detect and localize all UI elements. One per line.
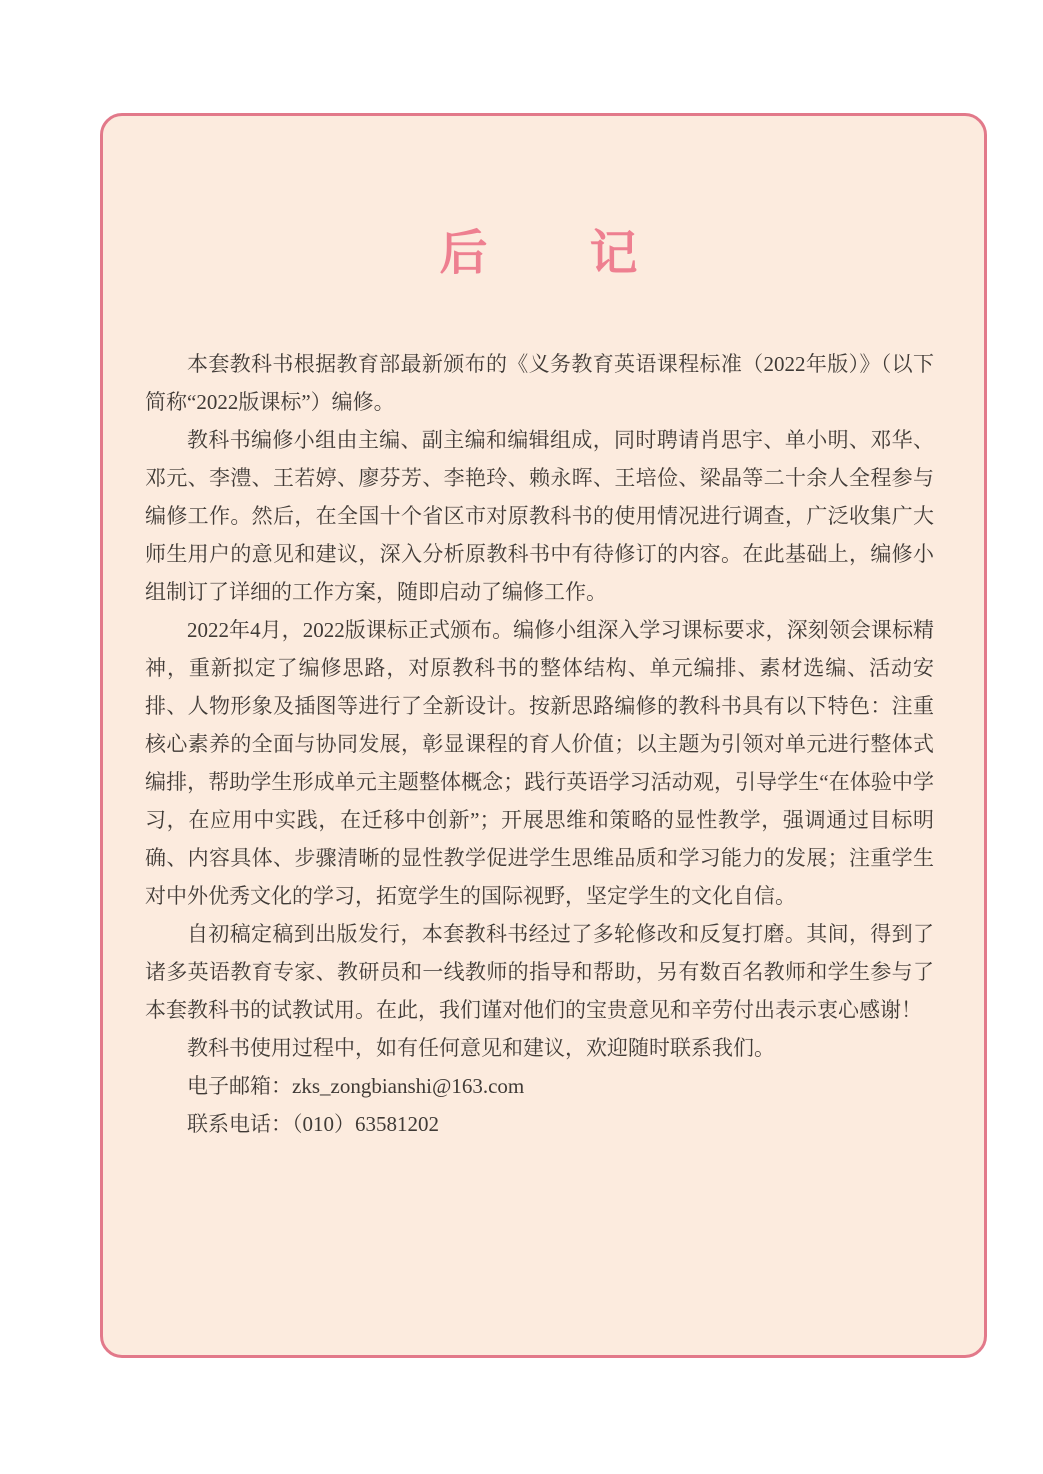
phone-label: 联系电话：: [187, 1112, 292, 1137]
document-body: [145, 345, 934, 1143]
contact-phone-line: [145, 1105, 934, 1143]
paragraph-feedback-invite: 教科书使用过程中，如有任何意见和建议，欢迎随时联系我们。: [187, 1036, 775, 1061]
email-value: zks_zongbianshi@163.com: [292, 1074, 525, 1099]
paragraph-intro: 本套教科书根据教育部最新颁布的《义务教育英语课程标准（2022年版）》（以下简称“2022版课标”）编修。: [145, 352, 934, 415]
email-label: 电子邮箱：: [187, 1074, 292, 1099]
contact-email-line: [145, 1067, 934, 1105]
paragraph-team: 教科书编修小组由主编、副主编和编辑组成，同时聘请肖思宇、单小明、邓华、邓元、李澧、王若婷、廖芬芳、李艳玲、赖永晖、王培俭、梁晶等二十余人全程参与编修工作。然后，在全国十个省区市对原教科书的使用情况进行调查，广泛收集广大师生用户的意见和建议，深入分析原教科书中有待修订的内容。在此基础上，编修小组制订了详细的工作方案，随即启动了编修工作。: [145, 428, 934, 605]
paragraph-revision-features: 2022年4月，2022版课标正式颁布。编修小组深入学习课标要求，深刻领会课标精神，重新拟定了编修思路，对原教科书的整体结构、单元编排、素材选编、活动安排、人物形象及插图等进行了全新设计。按新思路编修的教科书具有以下特色：注重核心素养的全面与协同发展，彰显课程的育人价值；以主题为引领对单元进行整体式编排，帮助学生形成单元主题整体概念；践行英语学习活动观，引导学生“在体验中学习，在应用中实践，在迁移中创新”；开展思维和策略的显性教学，强调通过目标明确、内容具体、步骤清晰的显性教学促进学生思维品质和学习能力的发展；注重学生对中外优秀文化的学习，拓宽学生的国际视野，坚定学生的文化自信。: [145, 618, 934, 909]
content-panel: [100, 113, 987, 1358]
page-title: 后 记: [439, 227, 640, 280]
phone-value: （010）63581202: [292, 1112, 439, 1137]
paragraph-acknowledgement: 自初稿定稿到出版发行，本套教科书经过了多轮修改和反复打磨。其间，得到了诸多英语教育专家、教研员和一线教师的指导和帮助，另有数百名教师和学生参与了本套教科书的试教试用。在此，我们谨对他们的宝贵意见和辛劳付出表示衷心感谢！: [145, 922, 934, 1023]
